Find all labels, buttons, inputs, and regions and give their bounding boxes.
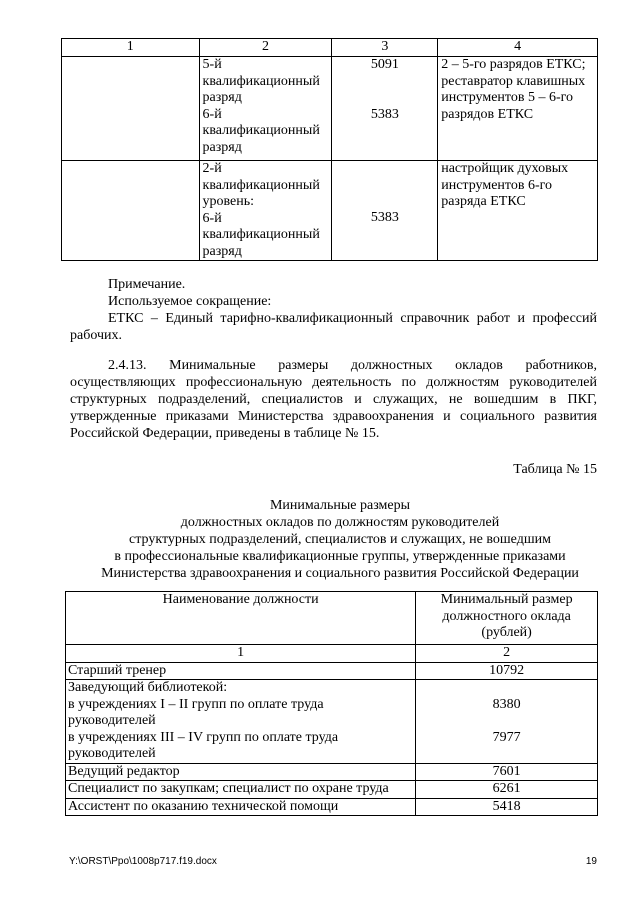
profession-cell: настройщик духовых инструментов 6-го разряда ЕТКС (438, 161, 598, 261)
table-row (62, 161, 598, 261)
paragraph-2-4-13: 2.4.13. Минимальные размеры должностных окладов работников, осуществляющих профессиональную деятельность по должностям руководителей структурных подразделений, специалистов и служащих, не вошедшим в ПКГ, утвержденные приказами Министерства здравоохранения и социального развития Российской Федерации, приведены в таблице № 15. (70, 358, 597, 441)
caption-line: структурных подразделений, специалистов и служащих, не вошедшим (129, 532, 551, 547)
salary-cell (416, 680, 598, 764)
header-cell: 2 (199, 39, 332, 57)
header-cell: Минимальный размер должностного оклада (рублей) (416, 592, 598, 645)
empty-cell (62, 57, 200, 161)
column-number-row (66, 645, 598, 663)
profession-cell: 2 – 5-го разрядов ЕТКС; реставратор клавишных инструментов 5 – 6-го разрядов ЕТКС (438, 57, 598, 161)
table-row (66, 763, 598, 781)
salary-value: 8380 (492, 696, 521, 712)
caption-line: в профессиональные квалификационные группы, утвержденные приказами (114, 549, 566, 564)
position-name: Ведущий редактор (66, 763, 416, 781)
salary-value: 5418 (416, 798, 598, 816)
column-number: 1 (66, 645, 416, 663)
caption-line: должностных окладов по должностям руководителей (180, 515, 500, 530)
qualification-cell: 2-й квалификационный уровень: 6-й квалификационный разряд (199, 161, 332, 261)
position-name: Старший тренер (66, 662, 416, 680)
table-row (66, 680, 598, 764)
note-line-1: Используемое сокращение: (108, 294, 272, 309)
table-15 (65, 591, 598, 816)
header-cell: Наименование должности (66, 592, 416, 645)
caption-line: Минимальные размеры (269, 498, 411, 513)
position-cell (66, 680, 416, 764)
caption-line: Министерства здравоохранения и социального развития Российской Федерации (101, 566, 579, 581)
table-row (66, 662, 598, 680)
table-14-continuation (61, 38, 598, 261)
salary-cell (332, 161, 438, 261)
footer-page-number: 19 (585, 856, 597, 867)
table-label: Таблица № 15 (513, 462, 597, 477)
position-subitem: в учреждениях I – II групп по оплате труда руководителей (68, 696, 324, 728)
footer-file-path: Y:\ORST\Ppo\1008p717.f19.docx (69, 856, 217, 867)
position-subitem: в учреждениях III – IV групп по оплате труда руководителей (68, 729, 339, 761)
position-name: Заведующий библиотекой: (68, 680, 228, 695)
header-cell: 3 (332, 39, 438, 57)
table-header-row (66, 592, 598, 645)
position-name: Ассистент по оказанию технической помощи (66, 798, 416, 816)
qualification-cell: 5-й квалификационный разряд 6-й квалификационный разряд (199, 57, 332, 161)
table-header-row (62, 39, 598, 57)
table-row (66, 781, 598, 799)
table-caption (40, 497, 640, 582)
header-cell: 4 (438, 39, 598, 57)
column-number: 2 (416, 645, 598, 663)
salary-value: 7601 (416, 763, 598, 781)
salary-value: 5383 (370, 210, 399, 225)
table-row (66, 798, 598, 816)
empty-cell (62, 161, 200, 261)
note-line-2: ЕТКС – Единый тарифно-квалификационный справочник работ и профессий рабочих. (70, 311, 597, 343)
position-name: Специалист по закупкам; специалист по охране труда (66, 781, 416, 799)
note-title: Примечание. (108, 277, 186, 292)
salary-value: 5383 (370, 106, 399, 122)
header-cell: 1 (62, 39, 200, 57)
salary-value: 7977 (492, 729, 521, 745)
salary-value: 6261 (416, 781, 598, 799)
table-row (62, 57, 598, 161)
salary-cell (332, 57, 438, 161)
salary-value: 5091 (370, 57, 399, 72)
salary-value: 10792 (416, 662, 598, 680)
